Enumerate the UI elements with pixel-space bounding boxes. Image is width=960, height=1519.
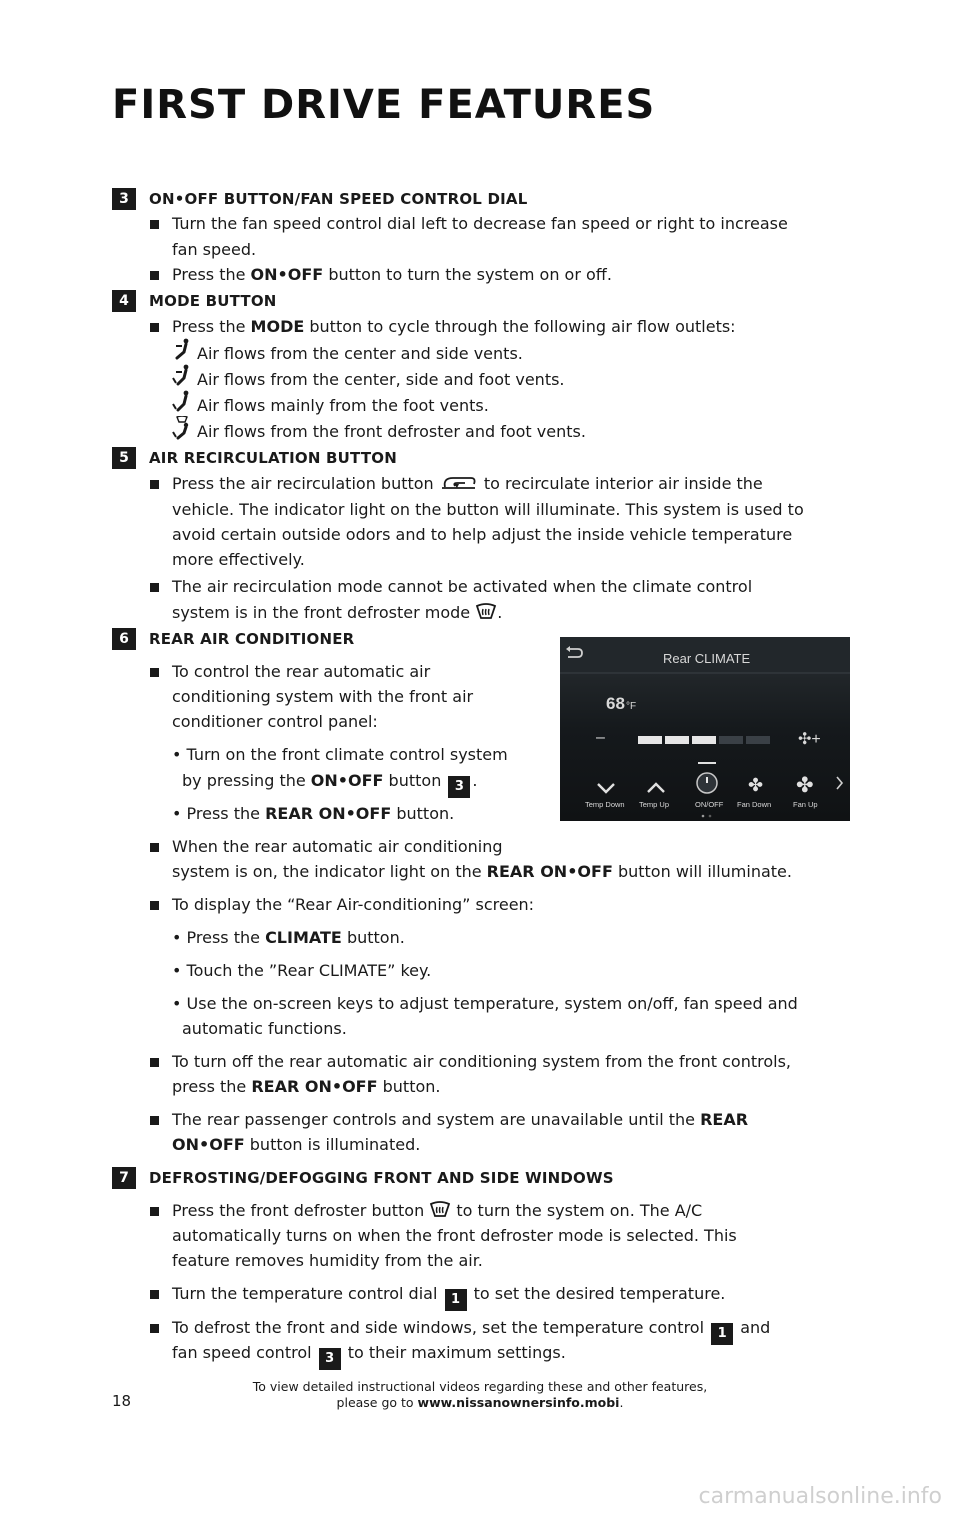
page-title: FIRST DRIVE FEATURES <box>112 82 656 128</box>
s6-bullet1-line1: To control the rear automatic air <box>172 662 431 681</box>
vent-defrost-foot-icon <box>172 416 192 440</box>
bullet-icon <box>150 323 159 332</box>
vent-bilevel-icon <box>172 364 192 388</box>
s6-sub2: • Press the REAR ON•OFF button. <box>172 804 455 823</box>
section-number-badge: 7 <box>112 1167 136 1189</box>
section-heading-text: AIR RECIRCULATION BUTTON <box>149 449 397 467</box>
inline-number-badge: 3 <box>319 1348 341 1370</box>
fan-plus-icon: ✣+ <box>798 731 821 748</box>
fan-down-label: Fan Down <box>737 800 772 809</box>
bullet-icon <box>150 220 159 229</box>
mode-row-1-text: Air flows from the center and side vents. <box>197 344 523 363</box>
bullet-icon <box>150 583 159 592</box>
fan-level-bar <box>638 736 770 744</box>
inline-number-badge: 3 <box>448 776 470 798</box>
s7-bullet1-line2: automatically turns on when the front defroster mode is selected. This <box>172 1226 737 1245</box>
fan-level-segment <box>692 736 716 744</box>
screen-title: Rear CLIMATE <box>663 651 751 666</box>
vent-foot-icon <box>172 390 192 414</box>
bullet-icon <box>150 843 159 852</box>
s3-bullet2: Press the ON•OFF button to turn the system on or off. <box>172 265 612 284</box>
s6-sub1-line2: by pressing the ON•OFF button 3 . <box>182 768 478 798</box>
footer-line-2: please go to www.nissanownersinfo.mobi. <box>336 1395 624 1410</box>
s6-bullet3: To display the “Rear Air-conditioning” screen: <box>172 895 535 914</box>
rear-climate-screen-image <box>560 637 850 821</box>
section-number-badge: 3 <box>112 188 136 210</box>
section-heading-text: REAR AIR CONDITIONER <box>149 630 355 648</box>
fan-level-segment <box>719 736 743 744</box>
inline-number-badge: 1 <box>711 1323 733 1345</box>
s6-bullet4-line2: press the REAR ON•OFF button. <box>172 1077 441 1096</box>
s5-bullet2-line1: The air recirculation mode cannot be activated when the climate control <box>172 577 753 596</box>
s5-bullet1-line2: vehicle. The indicator light on the button will illuminate. This system is used to <box>172 500 804 519</box>
s6-bullet1-line2: conditioning system with the front air <box>172 687 474 706</box>
mode-row-2-text: Air flows from the center, side and foot vents. <box>197 370 565 389</box>
s5-bullet1-line1: Press the air recirculation button to recirculate interior air inside the <box>172 474 763 493</box>
s7-bullet3-line2: fan speed control 3 to their maximum settings. <box>172 1340 566 1370</box>
bullet-icon <box>150 1324 159 1333</box>
s5-bullet2-line2: system is in the front defroster mode . <box>172 603 503 622</box>
s6-sub1-line1: • Turn on the front climate control system <box>172 745 508 764</box>
bullet-icon <box>150 480 159 489</box>
section-heading-text: MODE BUTTON <box>149 292 277 310</box>
section-heading-text: DEFROSTING/DEFOGGING FRONT AND SIDE WINDOWS <box>149 1169 614 1187</box>
footer-line-1: To view detailed instructional videos regarding these and other features, <box>252 1379 708 1394</box>
s6-bullet2-line1: When the rear automatic air conditioning <box>172 837 503 856</box>
front-defroster-icon <box>475 602 497 622</box>
section-heading-text: ON•OFF BUTTON/FAN SPEED CONTROL DIAL <box>149 190 528 208</box>
s6-bullet5-line1: The rear passenger controls and system are unavailable until the REAR <box>172 1110 749 1129</box>
bullet-icon <box>150 1207 159 1216</box>
section-number-badge: 6 <box>112 628 136 650</box>
s3-bullet1-line2: fan speed. <box>172 240 257 259</box>
screen-temp-unit: °F <box>626 701 637 712</box>
s6-bullet2-line2: system is on, the indicator light on the REAR ON•OFF button will illuminate. <box>172 862 792 881</box>
bullet-icon <box>150 1116 159 1125</box>
recirculation-icon <box>439 474 479 492</box>
s7-bullet3-line1: To defrost the front and side windows, set the temperature control 1 and <box>172 1315 770 1345</box>
section-number-badge: 5 <box>112 447 136 469</box>
inline-number-badge: 1 <box>445 1289 467 1311</box>
s6-bullet3-sub2: • Touch the ”Rear CLIMATE” key. <box>172 961 432 980</box>
footer-url-link[interactable]: www.nissanownersinfo.mobi <box>417 1395 620 1410</box>
on-off-label: ON/OFF <box>695 800 724 809</box>
s5-bullet1-line4: more effectively. <box>172 550 305 569</box>
watermark: carmanualsonline.info <box>698 1484 942 1509</box>
bullet-icon <box>150 1290 159 1299</box>
mode-row-3-text: Air flows mainly from the foot vents. <box>197 396 489 415</box>
fan-up-label: Fan Up <box>793 800 818 809</box>
bullet-icon <box>150 1058 159 1067</box>
section-number-badge: 4 <box>112 290 136 312</box>
s6-bullet3-sub1: • Press the CLIMATE button. <box>172 928 405 947</box>
s3-bullet1-line1: Turn the fan speed control dial left to decrease fan speed or right to increase <box>172 214 788 233</box>
fan-level-segment <box>746 736 770 744</box>
s7-bullet2: Turn the temperature control dial 1 to set the desired temperature. <box>172 1281 725 1311</box>
screen-temperature: 68 <box>606 694 625 713</box>
fan-level-segment <box>638 736 662 744</box>
s7-bullet1-line1: Press the front defroster button to turn the system on. The A/C <box>172 1201 703 1220</box>
bullet-icon <box>150 668 159 677</box>
s6-bullet4-line1: To turn off the rear automatic air conditioning system from the front controls, <box>172 1052 791 1071</box>
page-number: 18 <box>112 1392 132 1410</box>
s6-bullet3-sub3-line2: automatic functions. <box>182 1019 347 1038</box>
vent-face-icon <box>172 338 192 362</box>
s4-bullet1: Press the MODE button to cycle through the following air flow outlets: <box>172 317 736 336</box>
fan-minus-icon: – <box>596 729 605 746</box>
s6-bullet1-line3: conditioner control panel: <box>172 712 378 731</box>
temp-down-label: Temp Down <box>585 800 625 809</box>
fan-icon: ✤ <box>748 775 764 795</box>
mode-row-4-text: Air flows from the front defroster and foot vents. <box>197 422 586 441</box>
s6-bullet3-sub3-line1: • Use the on-screen keys to adjust temperature, system on/off, fan speed and <box>172 994 798 1013</box>
s7-bullet1-line3: feature removes humidity from the air. <box>172 1251 483 1270</box>
temp-up-label: Temp Up <box>639 800 670 809</box>
front-defroster-icon <box>429 1200 451 1220</box>
s5-bullet1-line3: avoid certain outside odors and to help adjust the inside vehicle temperature <box>172 525 793 544</box>
fan-level-segment <box>665 736 689 744</box>
s6-bullet5-line2: ON•OFF button is illuminated. <box>172 1135 421 1154</box>
bullet-icon <box>150 901 159 910</box>
bullet-icon <box>150 271 159 280</box>
fan-icon: ✤ <box>796 774 814 797</box>
